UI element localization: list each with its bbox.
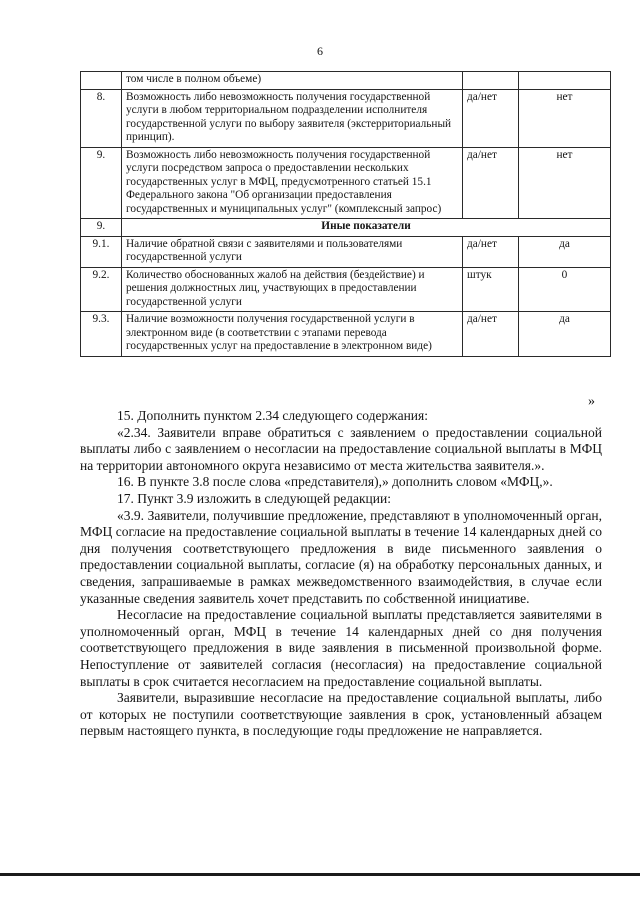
document-body (80, 408, 602, 740)
paragraph-item-17: 17. Пункт 3.9 изложить в следующей редакции: (117, 490, 391, 506)
paragraph-3-9: «3.9. Заявители, получившие предложение, представляют в уполномоченный орган, МФЦ согласие на предоставление социальной выплаты в течение 14 календарных дней со дня получения соответствующего предложения в виде письменного заявления о предоставлении социальной выплаты, согласие (я) на обработку персональных данных, и сведения, запрашиваемые в рамках межведомственного взаимодействия, в случае если указанные сведения заявитель хочет представить по собственной инициативе. (80, 507, 602, 606)
unit-cell: да/нет (463, 312, 519, 357)
value-cell: 0 (519, 267, 611, 312)
row-number: 8. (81, 89, 122, 147)
indicator-text: Возможность либо невозможность получения государственной услуги в любом территориальном подразделении исполнителя государственной услуги по выбору заявителя (экстерриториальный принцип). (122, 89, 463, 147)
paragraph-2-34: «2.34. Заявители вправе обратиться с заявлением о предоставлении социальной выплаты либо с заявлением о несогласии на предоставление социальной выплаты в МФЦ на территории автономного округа независимо от места жительства заявителя.». (80, 424, 602, 473)
value-cell: да (519, 312, 611, 357)
row-number: 9. (81, 219, 122, 237)
section-row (81, 219, 611, 237)
page-number: 6 (317, 44, 323, 58)
unit-cell: штук (463, 267, 519, 312)
unit-cell: да/нет (463, 236, 519, 267)
closing-quote: » (588, 394, 595, 409)
paragraph-final: Заявители, выразившие несогласие на предоставление социальной выплаты, либо от которых не поступили соответствующие заявления в срок, установленный абзацем первым настоящего пункта, в последующие годы предложение не направляется. (80, 690, 602, 739)
unit-cell: да/нет (463, 147, 519, 219)
row-number: 9. (81, 147, 122, 219)
value-cell: нет (519, 89, 611, 147)
indicator-text: Количество обоснованных жалоб на действия (бездействие) и решения должностных лиц, участвующих в предоставлении государственной услуги (122, 267, 463, 312)
section-title: Иные показатели (122, 219, 611, 237)
table-row (81, 147, 611, 219)
table-row (81, 89, 611, 147)
table-row (81, 236, 611, 267)
paragraph-item-15: 15. Дополнить пунктом 2.34 следующего содержания: (117, 408, 428, 423)
indicator-text: Возможность либо невозможность получения государственной услуги посредством запроса о предоставлении нескольких государственных услуг в МФЦ, предусмотренного статьей 15.1 Федерального закона "Об организации предоставления государственных и муниципальных услуг" (комплексный запрос) (122, 147, 463, 219)
row-number: 9.1. (81, 236, 122, 267)
table-row (81, 267, 611, 312)
row-number: 9.2. (81, 267, 122, 312)
indicators-table-container (80, 71, 610, 357)
indicator-text: том числе в полном объеме) (122, 72, 463, 90)
row-number (81, 72, 122, 90)
paragraph-disagreement: Несогласие на предоставление социальной выплаты представляется заявителями в уполномоченный орган, МФЦ в течение 14 календарных дней со дня получения соответствующего предложения в виде заявления в письменной произвольной форме. Непоступление от заявителей согласия (несогласия) на предоставление социальной выплаты в срок считается несогласием на предоставление социальной выплаты. (80, 607, 602, 689)
paragraph-item-16: 16. В пункте 3.8 после слова «представителя),» дополнить словом «МФЦ,». (117, 474, 553, 490)
page-bottom-border (0, 873, 640, 876)
table-row (81, 72, 611, 90)
row-number: 9.3. (81, 312, 122, 357)
table-row (81, 312, 611, 357)
indicators-table (80, 71, 611, 357)
unit-cell: да/нет (463, 89, 519, 147)
indicator-text: Наличие возможности получения государственной услуги в электронном виде (в соответствии с этапами перевода государственных услуг на предоставление в электронном виде) (122, 312, 463, 357)
value-cell: да (519, 236, 611, 267)
indicator-text: Наличие обратной связи с заявителями и пользователями государственной услуги (122, 236, 463, 267)
value-cell (519, 72, 611, 90)
unit-cell (463, 72, 519, 90)
value-cell: нет (519, 147, 611, 219)
